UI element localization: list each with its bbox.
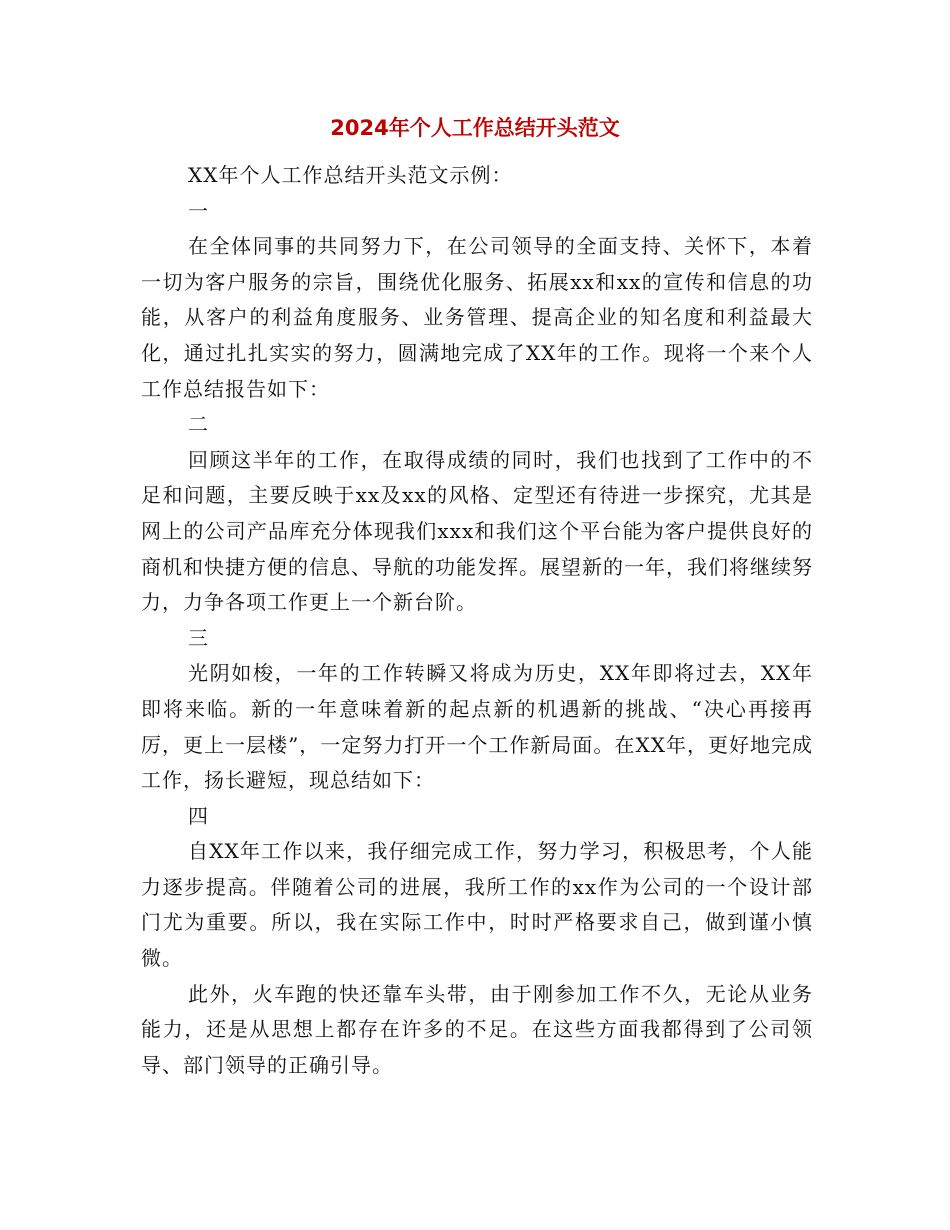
paragraph-section-2: 回顾这半年的工作，在取得成绩的同时，我们也找到了工作中的不足和问题，主要反映于xx及xx的风格、定型还有待进一步探究，尤其是网上的公司产品库充分体现我们xxx和我们这个平台能为客户提供良好的商机和快捷方便的信息、导航的功能发挥。展望新的一年，我们将继续努力，力争各项工作更上一个新台阶。: [141, 447, 813, 615]
paragraph-closing: 此外，火车跑的快还靠车头带，由于刚参加工作不久，无论从业务能力，还是从思想上都存在许多的不足。在这些方面我都得到了公司领导、部门领导的正确引导。: [141, 981, 813, 1077]
intro-paragraph: XX年个人工作总结开头范文示例：: [188, 163, 513, 187]
paragraph-section-1: 在全体同事的共同努力下，在公司领导的全面支持、关怀下，本着一切为客户服务的宗旨，围绕优化服务、拓展xx和xx的宣传和信息的功能，从客户的利益角度服务、业务管理、提高企业的知名度和利益最大化，通过扎扎实实的努力，圆满地完成了XX年的工作。现将一个来个人工作总结报告如下：: [141, 234, 813, 401]
section-marker-2: 二: [188, 412, 208, 437]
section-marker-4: 四: [188, 803, 208, 828]
paragraph-section-4: 自XX年工作以来，我仔细完成工作，努力学习，积极思考，个人能力逐步提高。伴随着公司的进展，我所工作的xx作为公司的一个设计部门尤为重要。所以，我在实际工作中，时时严格要求自己，做到谨小慎微。: [141, 839, 813, 971]
document-title: 2024年个人工作总结开头范文: [330, 116, 620, 140]
section-marker-3: 三: [188, 625, 208, 650]
paragraph-section-3: 光阴如梭，一年的工作转瞬又将成为历史，XX年即将过去，XX年即将来临。新的一年意味着新的起点新的机遇新的挑战、“决心再接再厉，更上一层楼”，一定努力打开一个工作新局面。在XX年，更好地完成工作，扬长避短，现总结如下：: [141, 661, 813, 793]
document-body: [141, 158, 813, 1083]
section-marker-1: 一: [188, 198, 208, 223]
